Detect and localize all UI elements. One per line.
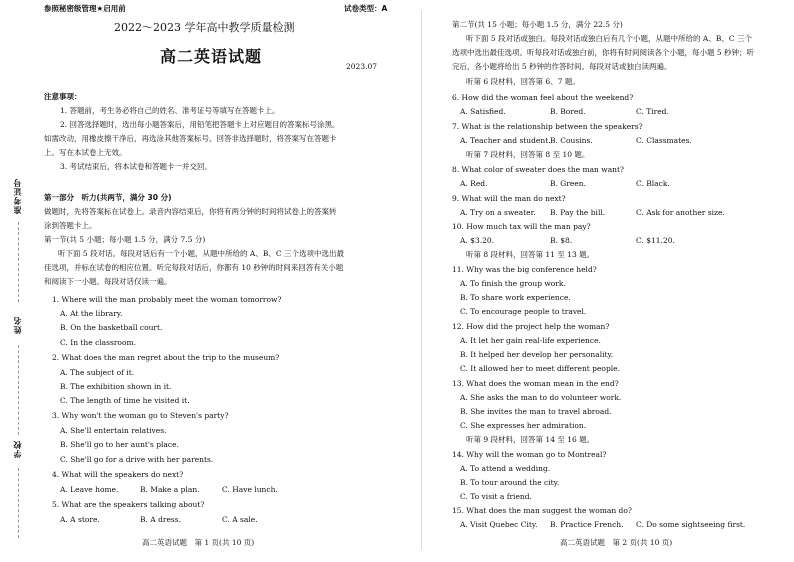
notes-heading: 注意事项： — [44, 92, 82, 101]
q13-option-a: A. She asks the man to do volunteer work. — [460, 393, 622, 402]
section1-intro-1: 听下面 5 段对话。每段对话后有一个小题，从题中所给的 A、B、C 三个选项中选出最 — [58, 249, 344, 258]
name-line — [18, 345, 19, 435]
q5-option-b: B. A dress. — [140, 515, 181, 524]
question-8: 8. What color of sweater does the man want? — [452, 165, 625, 174]
q14-option-b: B. To tour around the city. — [460, 478, 560, 487]
section2-intro-2: 选项中选出最佳选项。听每段对话或独白前，你将有时间阅读各个小题，每小题 5 秒钟；听 — [452, 48, 755, 57]
part1-intro-2: 涂到答题卡上。 — [44, 221, 97, 230]
q14-option-a: A. To attend a wedding. — [460, 464, 551, 473]
q3-option-c: C. She'll go for a drive with her parents. — [60, 455, 214, 464]
q12-option-b: B. It helped her develop her personality. — [460, 350, 614, 359]
question-4: 4. What will the speakers do next? — [52, 470, 184, 479]
note-3: 3. 考试结束后，将本试卷和答题卡一并交回。 — [60, 162, 213, 171]
q11-option-b: B. To share work experience. — [460, 293, 571, 302]
school-line — [18, 468, 19, 538]
part1-heading: 第一部分 听力(共两节，满分 30 分) — [44, 193, 172, 202]
section2-intro-3: 完后，各小题将给出 5 秒钟的作答时间。每段对话或独白读两遍。 — [452, 62, 672, 71]
page-title: 高二英语试题 — [160, 47, 263, 66]
material-8: 听第 8 段材料，回答第 11 至 13 题。 — [466, 250, 595, 259]
q10-option-b: B. $8. — [550, 236, 573, 245]
question-14: 14. Why will the woman go to Montreal? — [452, 450, 607, 459]
footer-left: 高二英语试题 第 1 页(共 10 页) — [142, 538, 255, 547]
q5-option-a: A. A store. — [60, 515, 100, 524]
q5-option-c: C. A sale. — [222, 515, 258, 524]
question-7: 7. What is the relationship between the speakers? — [452, 122, 643, 131]
question-1: 1. Where will the man probably meet the woman tomorrow? — [52, 295, 282, 304]
paper-type: 试卷类型：A — [344, 4, 388, 13]
q8-option-c: C. Black. — [636, 179, 670, 188]
question-11: 11. Why was the big conference held? — [452, 265, 597, 274]
note-1: 1. 答题前，考生务必将自己的姓名、准考证号等填写在答题卡上。 — [60, 106, 280, 115]
section1-intro-3: 和阅读下一小题。每段对话仅读一遍。 — [44, 277, 172, 286]
question-10: 10. How much tax will the man pay? — [452, 222, 591, 231]
q2-option-c: C. The length of time he visited it. — [60, 396, 190, 405]
q13-option-c: C. She expresses her admiration. — [460, 421, 587, 430]
q7-option-b: B. Cousins. — [550, 136, 593, 145]
question-5: 5. What are the speakers talking about? — [52, 500, 205, 509]
q6-option-a: A. Satisfied. — [460, 107, 506, 116]
q15-option-c: C. Do some sightseeing first. — [636, 520, 746, 529]
q9-option-c: C. Ask for another size. — [636, 208, 725, 217]
q12-option-c: C. It allowed her to meet different people. — [460, 364, 620, 373]
q4-option-c: C. Have lunch. — [222, 485, 278, 494]
q9-option-a: A. Try on a sweater. — [460, 208, 536, 217]
q12-option-a: A. It let her gain real-life experience. — [460, 336, 601, 345]
q2-option-b: B. The exhibition shown in it. — [60, 382, 172, 391]
note-2-end: 上。写在本试卷上无效。 — [44, 148, 127, 157]
question-6: 6. How did the woman feel about the weekend? — [452, 93, 634, 102]
q13-option-b: B. She invites the man to travel abroad. — [460, 407, 612, 416]
q9-option-b: B. Pay the bill. — [550, 208, 606, 217]
section1-heading: 第一节(共 5 小题；每小题 1.5 分，满分 7.5 分) — [44, 235, 206, 244]
exam-number-line — [18, 222, 19, 302]
question-15: 15. What does the man suggest the woman do? — [452, 506, 632, 515]
question-2: 2. What does the man regret about the trip to the museum? — [52, 353, 280, 362]
school-label: 学校 — [13, 440, 22, 458]
q6-option-b: B. Bored. — [550, 107, 586, 116]
q11-option-a: A. To finish the group work. — [460, 279, 566, 288]
note-2-cont: 如需改动，用橡皮擦干净后，再选涂其他答案标号。回答非选择题时，将答案写在答题卡 — [44, 134, 337, 143]
note-2: 2. 回答选择题时，选出每小题答案后，用铅笔把答题卡上对应题目的答案标号涂黑。 — [60, 120, 340, 129]
q15-option-b: B. Practice French. — [550, 520, 624, 529]
footer-right: 高二英语试题 第 2 页(共 10 页) — [560, 538, 673, 547]
q10-option-a: A. $3.20. — [460, 236, 495, 245]
q11-option-c: C. To encourage people to travel. — [460, 307, 587, 316]
q8-option-a: A. Red. — [460, 179, 488, 188]
material-9: 听第 9 段材料，回答第 14 至 16 题。 — [466, 435, 595, 444]
part1-intro-1: 做题时，先将答案标在试卷上。录音内容结束后，你将有两分钟的时间将试卷上的答案转 — [44, 207, 337, 216]
q7-option-c: C. Classmates. — [636, 136, 692, 145]
q3-option-a: A. She'll entertain relatives. — [60, 426, 167, 435]
question-12: 12. How did the project help the woman? — [452, 322, 610, 331]
q4-option-a: A. Leave home. — [60, 485, 119, 494]
name-label: 姓名 — [13, 316, 22, 334]
q10-option-c: C. $11.20. — [636, 236, 675, 245]
year-title: 2022～2023 学年高中教学质量检测 — [114, 21, 295, 34]
q6-option-c: C. Tired. — [636, 107, 669, 116]
confidential-label: 参照秘密级管理★启用前 — [44, 4, 126, 13]
q7-option-a: A. Teacher and student. — [460, 136, 551, 145]
q8-option-b: B. Green. — [550, 179, 586, 188]
question-13: 13. What does the woman mean in the end? — [452, 379, 619, 388]
q14-option-c: C. To visit a friend. — [460, 492, 532, 501]
exam-number-label: 准考证号 — [13, 178, 22, 214]
q1-option-a: A. At the library. — [60, 309, 123, 318]
page-divider — [421, 10, 422, 550]
q15-option-a: A. Visit Quebec City. — [460, 520, 538, 529]
material-6: 听第 6 段材料，回答第 6、7 题。 — [466, 77, 580, 86]
question-3: 3. Why won't the woman go to Steven's party? — [52, 411, 229, 420]
q3-option-b: B. She'll go to her aunt's place. — [60, 440, 179, 449]
exam-date: 2023.07 — [346, 62, 378, 71]
q2-option-a: A. The subject of it. — [60, 368, 135, 377]
section1-intro-2: 佳选项，并标在试卷的相应位置。听完每段对话后，你都有 10 秒钟的时间来回答有关小题 — [44, 263, 344, 272]
section2-heading: 第二节(共 15 小题；每小题 1.5 分，满分 22.5 分) — [452, 20, 623, 29]
question-9: 9. What will the man do next? — [452, 194, 566, 203]
q4-option-b: B. Make a plan. — [140, 485, 200, 494]
q1-option-b: B. On the basketball court. — [60, 323, 163, 332]
section2-intro-1: 听下面 5 段对话或独白。每段对话或独白后有几个小题，从题中所给的 A、B、C 三个 — [466, 34, 752, 43]
q1-option-c: C. In the classroom. — [60, 338, 136, 347]
material-7: 听第 7 段材料，回答第 8 至 10 题。 — [466, 150, 590, 159]
